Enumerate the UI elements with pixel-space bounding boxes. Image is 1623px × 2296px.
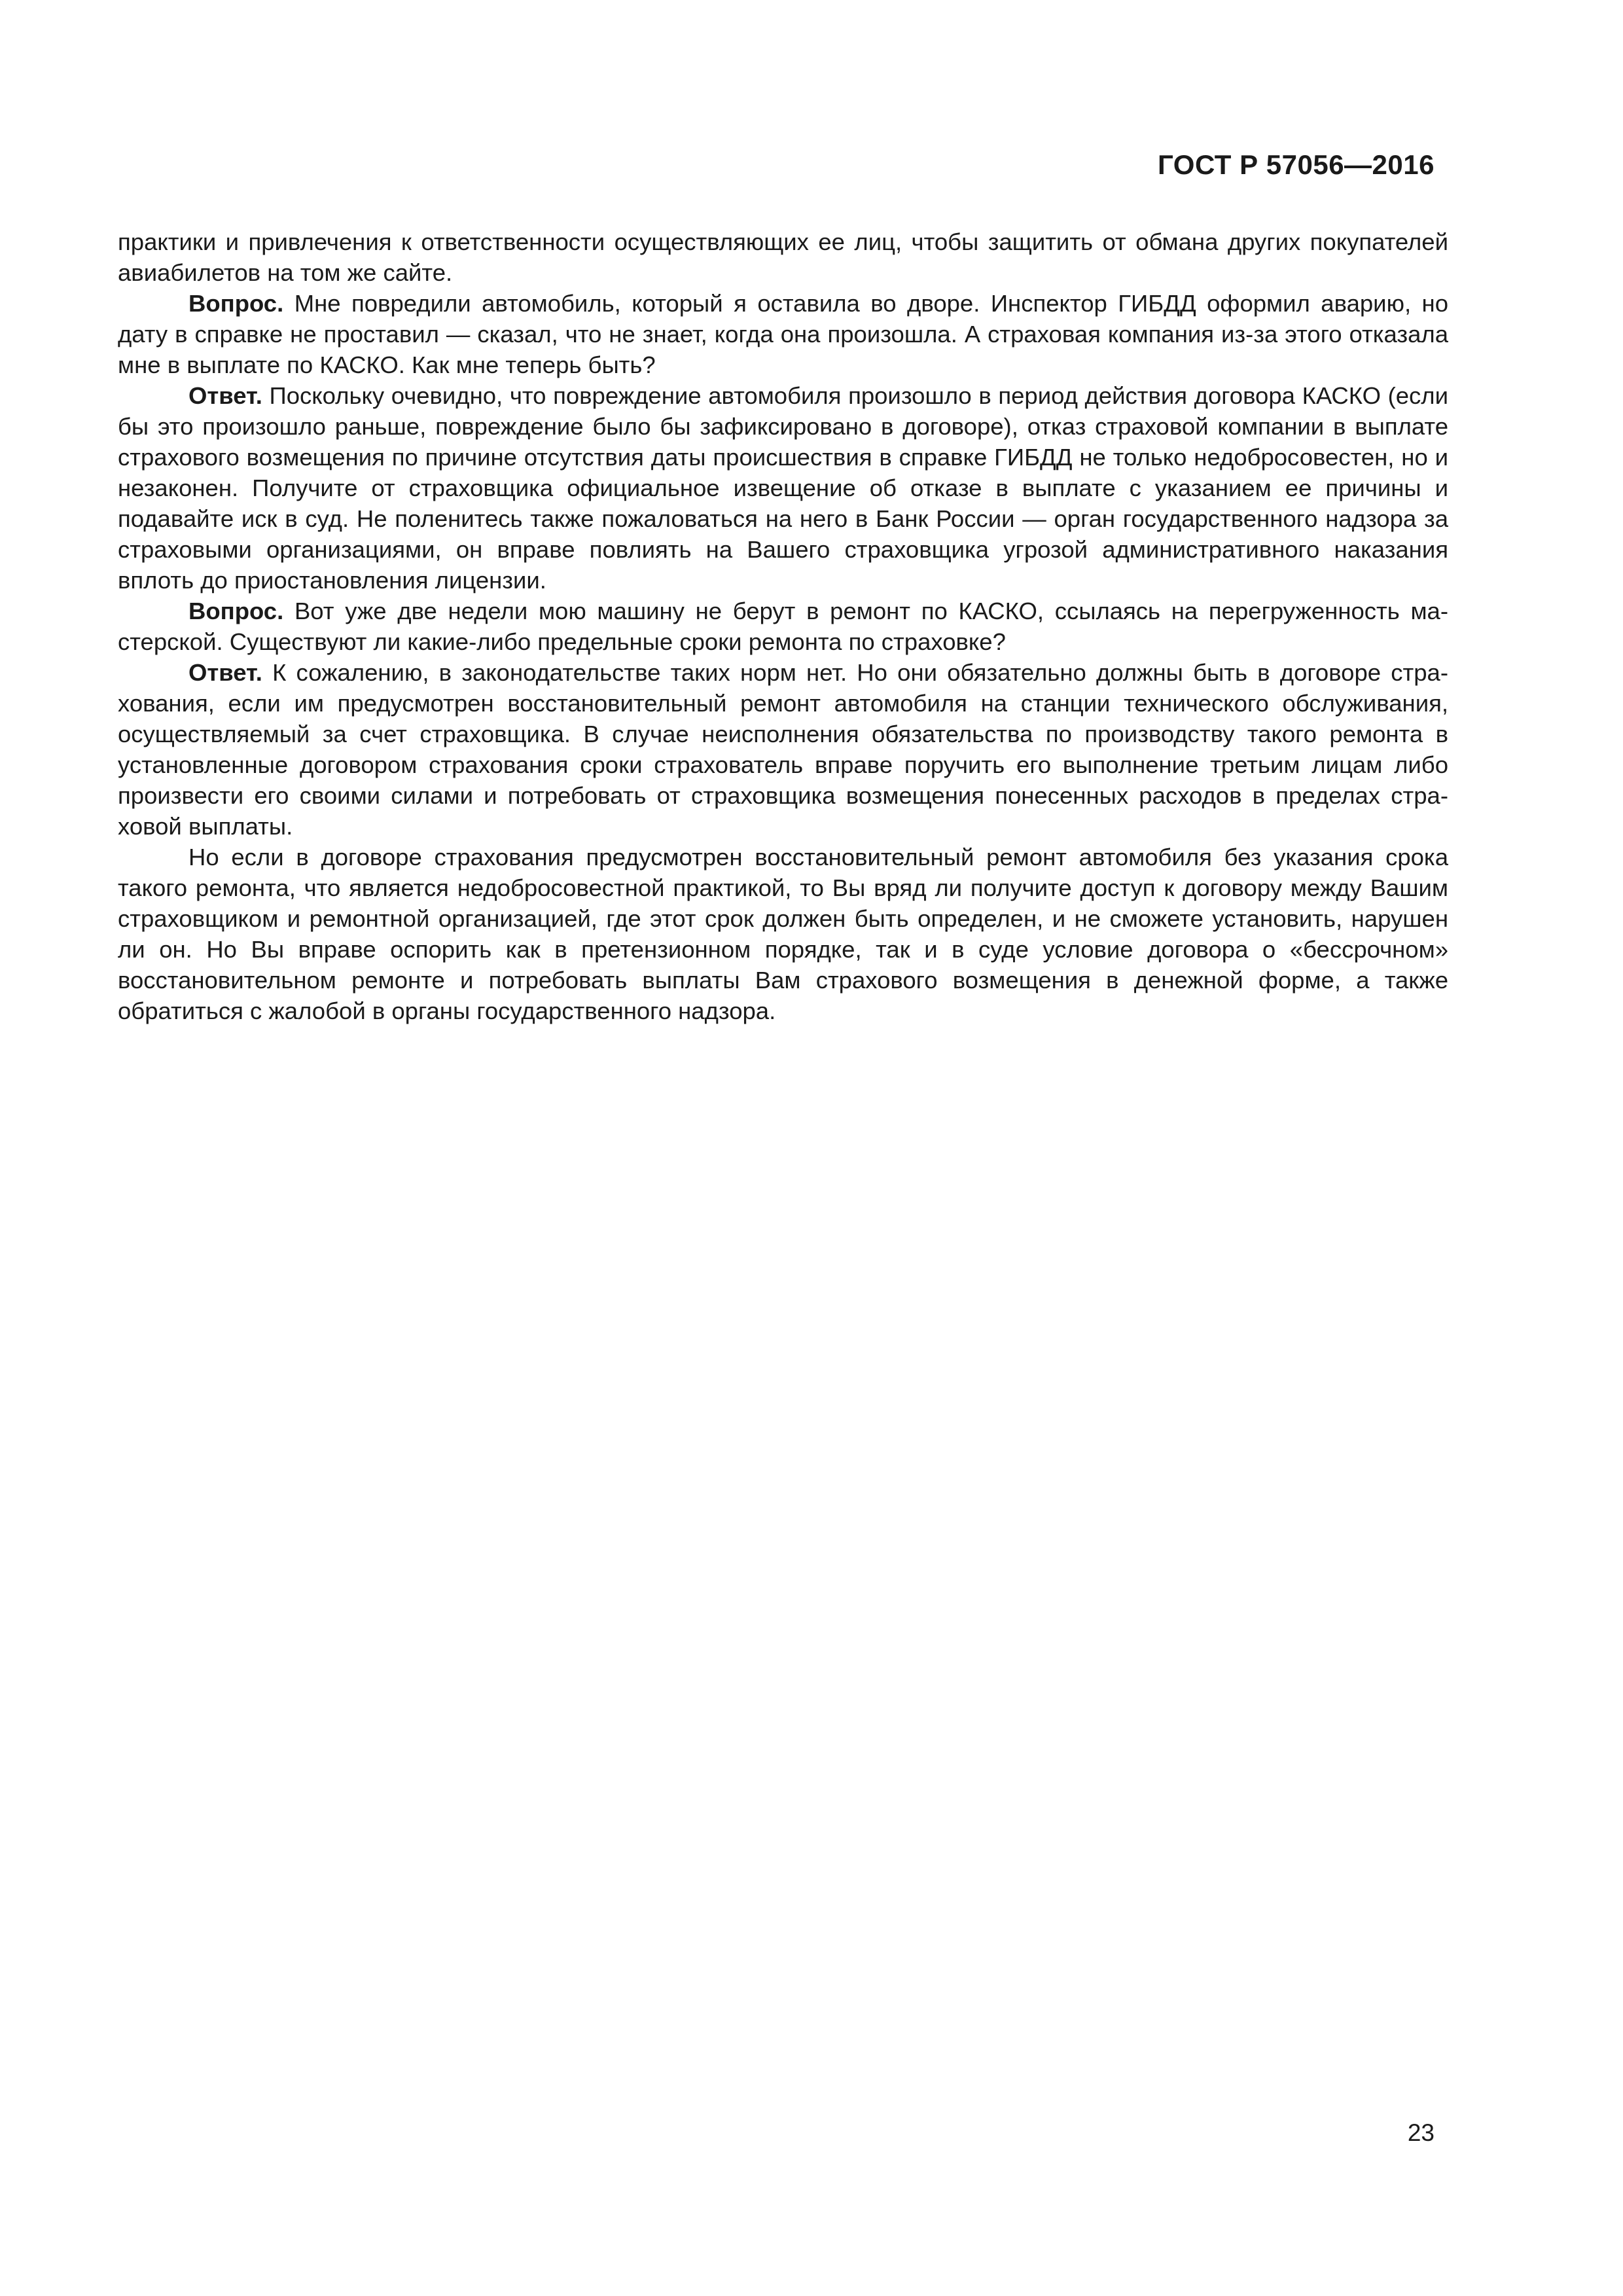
paragraph-continuation [118,226,1448,288]
paragraph-text: Но если в договоре страхования предусмотрен восстановительный ремонт автомобиля без указания срока такого ремонта, что является недобросовестной практикой, то Вы вряд ли получите доступ к договору между Вашим страховщиком и ремонтной организацией, где этот срок должен быть определен, и не сможете установить, нарушен ли он. Но Вы вправе оспорить как в претензионном порядке, так и в суде условие договора о «бессрочном» восстановительном ремонте и потребовать выплаты Вам страхового возмещения в денежной форме, а также обратиться с жалобой в органы государственного надзора. [118,844,1448,1024]
paragraph-answer [118,380,1448,596]
paragraph-question [118,596,1448,657]
answer-label: Ответ. [188,382,262,409]
paragraph-text: К сожалению, в законодательстве таких норм нет. Но они обязательно должны быть в договоре страхования, если им предусмотрен восстановительный ремонт автомобиля на станции технического обслуживания, осуществляемый за счет страховщика. В случае неисполнения обязательства по производству такого ремонта в установленные договором страхования сроки страхователь вправе поручить его выполнение третьим лицам либо произвести его своими силами и потребовать от страховщика возмещения понесенных расходов в пределах страховой выплаты. [118,659,1448,840]
document-body [118,226,1448,1026]
paragraph-text: Мне повредили автомобиль, который я оставила во дворе. Инспектор ГИБДД оформил аварию, но дату в справке не проставил — сказал, что не знает, когда она произошла. А страховая компания из-за этого отказала мне в выплате по КАСКО. Как мне теперь быть? [118,290,1448,378]
paragraph-answer [118,657,1448,842]
page-number: 23 [1407,2119,1435,2146]
paragraph-plain [118,842,1448,1026]
document-code-header: ГОСТ Р 57056—2016 [1158,149,1435,180]
paragraph-text: Вот уже две недели мою машину не берут в ремонт по КАСКО, ссылаясь на перегруженность мастерской. Существуют ли какие-либо предельные сроки ремонта по страховке? [118,598,1448,655]
paragraph-question [118,288,1448,380]
question-label: Вопрос. [188,598,284,624]
question-label: Вопрос. [188,290,284,317]
answer-label: Ответ. [188,659,262,686]
paragraph-text: Поскольку очевидно, что повреждение автомобиля произошло в период действия договора КАСКО (если бы это произошло раньше, повреждение было бы зафиксировано в договоре), отказ страховой компании в выплате страхового возмещения по причине отсутствия даты происшествия в справке ГИБДД не только недобросовестен, но и незаконен. Получите от страховщика официальное извещение об отказе в выплате с указанием ее причины и подавайте иск в суд. Не поленитесь также пожаловаться на него в Банк России — орган государственного надзора за страховыми организациями, он вправе повлиять на Вашего страховщика угрозой административного наказания вплоть до приостановления лицензии. [118,382,1448,594]
paragraph-text: практики и привлечения к ответственности осуществляющих ее лиц, чтобы защитить от обмана других покупателей авиабилетов на том же сайте. [118,228,1448,286]
